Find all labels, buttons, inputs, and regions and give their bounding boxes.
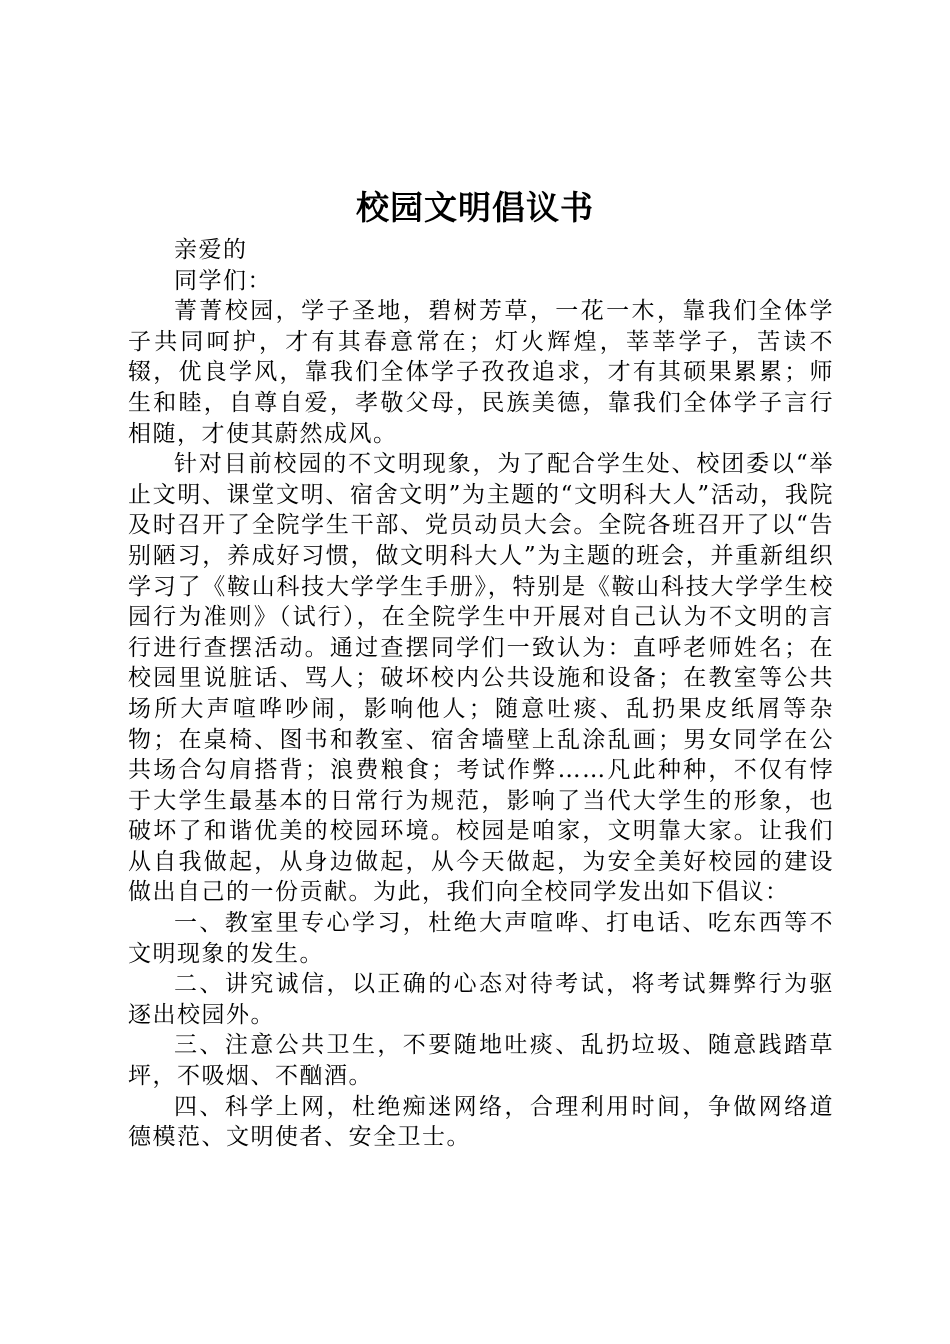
proposal-item: 三、注意公共卫生，不要随地吐痰、乱扔垃圾、随意践踏草坪，不吸烟、不酗酒。	[128, 1032, 834, 1090]
proposal-item: 一、教室里专心学习，杜绝大声喧哗、打电话、吃东西等不文明现象的发生。	[128, 910, 834, 967]
salutation-line: 亲爱的	[174, 237, 248, 263]
proposal-item: 四、科学上网，杜绝痴迷网络，合理利用时间，争做网络道德模范、文明使者、安全卫士。	[128, 1093, 834, 1151]
salutation-line: 同学们：	[174, 267, 272, 294]
proposal-item: 二、讲究诚信，以正确的心态对待考试，将考试舞弊行为驱逐出校园外。	[128, 971, 834, 1028]
document-title: 校园文明倡议书	[356, 188, 594, 227]
document-body	[128, 235, 834, 1153]
intro-paragraph: 菁菁校园，学子圣地，碧树芳草，一花一木，靠我们全体学子共同呵护，才有其春意常在；灯火辉煌，莘莘学子，苦读不辍，优良学风，靠我们全体学子孜孜追求，才有其硕果累累；师生和睦，自尊自爱，孝敬父母，民族美德，靠我们全体学子言行相随，才使其蔚然成风。	[128, 298, 834, 447]
background-paragraph: 针对目前校园的不文明现象，为了配合学生处、校团委以“举止文明、课堂文明、宿舍文明”为主题的“文明科大人”活动，我院及时召开了全院学生干部、党员动员大会。全院各班召开了以“告别陋习，养成好习惯，做文明科大人”为主题的班会，并重新组织学习了《鞍山科技大学学生手册》，特别是《鞍山科技大学学生校园行为准则》（试行），在全院学生中开展对自己认为不文明的言行进行查摆活动。通过查摆同学们一致认为：直呼老师姓名；在校园里说脏话、骂人；破坏校内公共设施和设备；在教室等公共场所大声喧哗吵闹，影响他人；随意吐痰、乱扔果皮纸屑等杂物；在桌椅、图书和教室、宿舍墙壁上乱涂乱画；男女同学在公共场合勾肩搭背；浪费粮食；考试作弊……凡此种种，不仅有悖于大学生最基本的日常行为规范，影响了当代大学生的形象，也破坏了和谐优美的校园环境。校园是咱家，文明靠大家。让我们从自我做起，从身边做起，从今天做起，为安全美好校园的建设做出自己的一份贡献。为此，我们向全校同学发出如下倡议：	[128, 451, 834, 906]
